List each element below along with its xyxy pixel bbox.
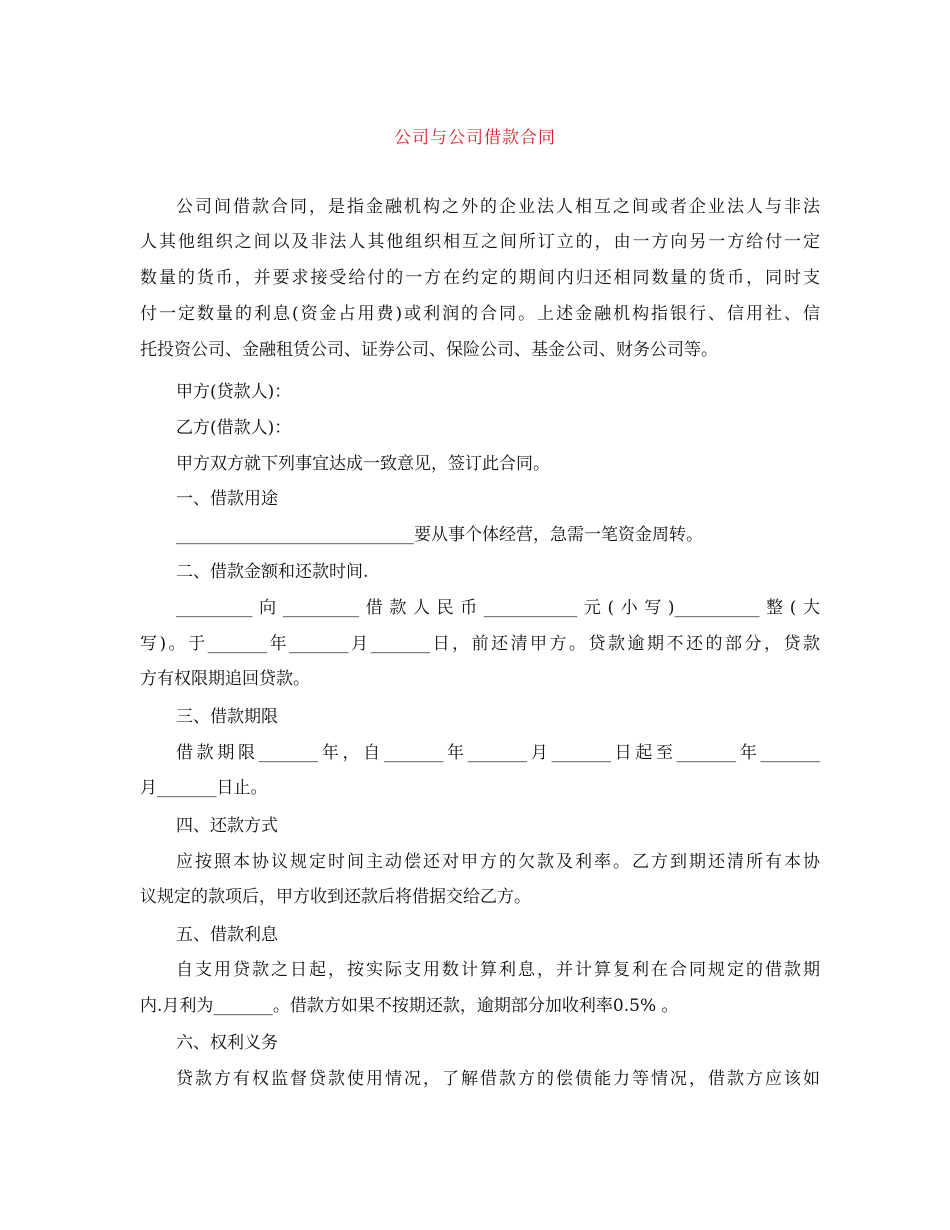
paragraph-line: 方有权限期追回贷款。 [140,669,310,689]
party-a-line: 甲方(贷款人)： [176,382,292,402]
agreement-line: 甲方双方就下列事宜达成一致意见，签订此合同。 [176,454,550,474]
paragraph-line: 贷款方有权监督贷款使用情况，了解借款方的偿债能力等情况，借款方应该如 [176,1069,820,1089]
section-heading-3: 三、借款期限 [176,707,278,727]
paragraph-line: 写)。于_______年_______月_______日，前还清甲方。贷款逾期不还的部分，贷款 [140,634,820,654]
paragraph-line: 自支用贷款之日起，按实际支用数计算利息，并计算复利在合同规定的借款期 [176,960,820,980]
section-heading-6: 六、权利义务 [176,1033,278,1053]
paragraph-line: 应按照本协议规定时间主动偿还对甲方的欠款及利率。乙方到期还清所有本协 [176,852,820,872]
document-title: 公司与公司借款合同 [394,128,556,148]
section-heading-4: 四、还款方式 [176,816,278,836]
paragraph-line: 内.月利为_______。借款方如果不按期还款，逾期部分加收利率0.5% 。 [140,996,679,1016]
paragraph-line: 付一定数量的利息(资金占用费)或利润的合同。上述金融机构指银行、信用社、信 [140,304,820,324]
paragraph-line: 议规定的款项后，甲方收到还款后将借据交给乙方。 [140,887,531,907]
paragraph-line: 借款期限_______年，自_______年_______月_______日起至_______年_______ [176,743,820,763]
section-heading-1: 一、借款用途 [176,489,278,509]
paragraph-line: 托投资公司、金融租赁公司、证券公司、保险公司、基金公司、财务公司等。 [140,340,718,360]
paragraph-line: 人其他组织之间以及非法人其他组织相互之间所订立的，由一方向另一方给付一定 [140,232,820,252]
paragraph-line: 数量的货币，并要求接受给付的一方在约定的期间内归还相同数量的货币，同时支 [140,268,820,288]
party-b-line: 乙方(借款人)： [176,418,292,438]
section-heading-2: 二、借款金额和还款时间. [176,562,369,582]
paragraph-line: ____________________________要从事个体经营，急需一笔资金周转。 [176,525,703,545]
paragraph-line: 公司间借款合同，是指金融机构之外的企业法人相互之间或者企业法人与非法 [176,197,820,217]
paragraph-line: _________向_________借款人民币___________元(小写)__________整(大 [176,598,820,618]
section-heading-5: 五、借款利息 [176,925,278,945]
paragraph-line: 月_______日止。 [140,778,268,798]
